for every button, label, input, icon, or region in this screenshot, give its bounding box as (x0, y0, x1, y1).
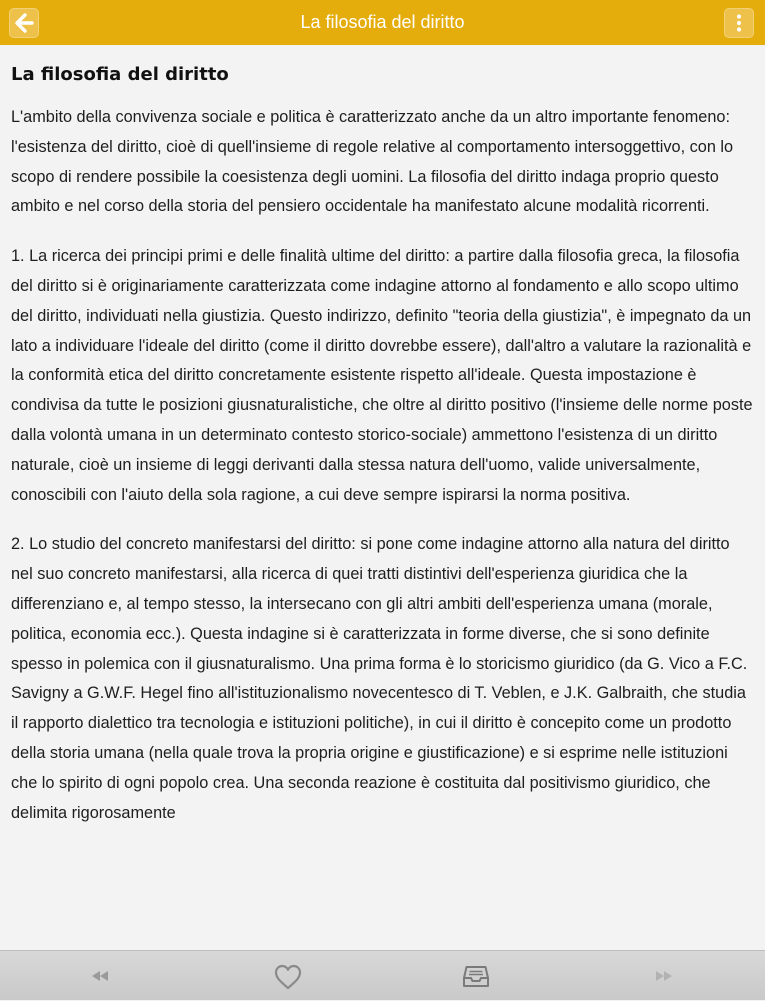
article-content[interactable] (0, 45, 765, 950)
app-bar (0, 0, 765, 45)
rewind-icon (75, 951, 125, 1001)
article-paragraph-2: 2. Lo studio del concreto manifestarsi del diritto: si pone come indagine attorno alla natura del diritto nel suo concreto manifestarsi, alla ricerca di quei tratti distintivi dell'esperienza giuridica che la differenziano e, al tempo stesso, la intersecano con gli altri ambiti dell'esperienza umana (morale, politica, economia ecc.). Questa indagine si è caratterizzata in forme diverse, che si sono definite spesso in polemica con il giusnaturalismo. Una prima forma è lo storicismo giuridico (da G. Vico a F.C. Savigny a G.W.F. Hegel fino all'istituzionalismo novecentesco di T. Veblen, e J.K. Galbraith, che studia il rapporto dialettico tra tecnologia e istituzioni politiche), in cui il diritto è concepito come un prodotto della storia umana (nella quale trova la propria origine e giustificazione) e si esprime nelle istituzioni che lo spirito di ogni popolo crea. Una seconda reazione è costituita dal positivismo giuridico, che delimita rigorosamente (11, 535, 748, 822)
bottom-toolbar (0, 950, 765, 1000)
next-button[interactable] (639, 951, 689, 1001)
archive-button[interactable] (451, 951, 501, 1001)
fast-forward-icon (639, 951, 689, 1001)
overflow-menu-button[interactable] (724, 8, 754, 38)
heart-icon (263, 951, 313, 1001)
article-paragraph-intro: L'ambito della convivenza sociale e politica è caratterizzato anche da un altro importante fenomeno: l'esistenza del diritto, cioè di quell'insieme di regole relative al comportamento intersoggettivo, con lo scopo di rendere possibile la coesistenza degli uomini. La filosofia del diritto indaga proprio questo ambito e nel corso della storia del pensiero occidentale ha manifestato alcune modalità ricorrenti. (11, 108, 734, 216)
article-paragraph-1: 1. La ricerca dei principi primi e delle finalità ultime del diritto: a partire dalla filosofia greca, la filosofia del diritto si è originariamente caratterizzata come indagine attorno al fondamento e allo scopo ultimo del diritto, individuati nella giustizia. Questo indirizzo, definito "teoria della giustizia", è impegnato da un lato a individuare l'ideale del diritto (come il diritto dovrebbe essere), dall'altro a valutare la razionalità e la conformità etica del diritto concretamente esistente rispetto all'ideale. Questa impostazione è condivisa da tutte le posizioni giusnaturalistiche, che oltre al diritto positivo (l'insieme delle norme poste dalla volontà umana in un determinato contesto storico-sociale) ammettono l'esistenza di un diritto naturale, cioè un insieme di leggi derivanti dalla stessa natura dell'uomo, valide universalmente, conoscibili con l'aiuto della sola ragione, a cui deve sempre ispirarsi la norma positiva. (11, 247, 753, 504)
page-title: La filosofia del diritto (300, 12, 465, 32)
inbox-tray-icon (451, 951, 501, 1001)
more-vertical-icon (724, 8, 754, 38)
favorite-button[interactable] (263, 951, 313, 1001)
article-heading: La filosofia del diritto (11, 64, 229, 85)
previous-button[interactable] (75, 951, 125, 1001)
